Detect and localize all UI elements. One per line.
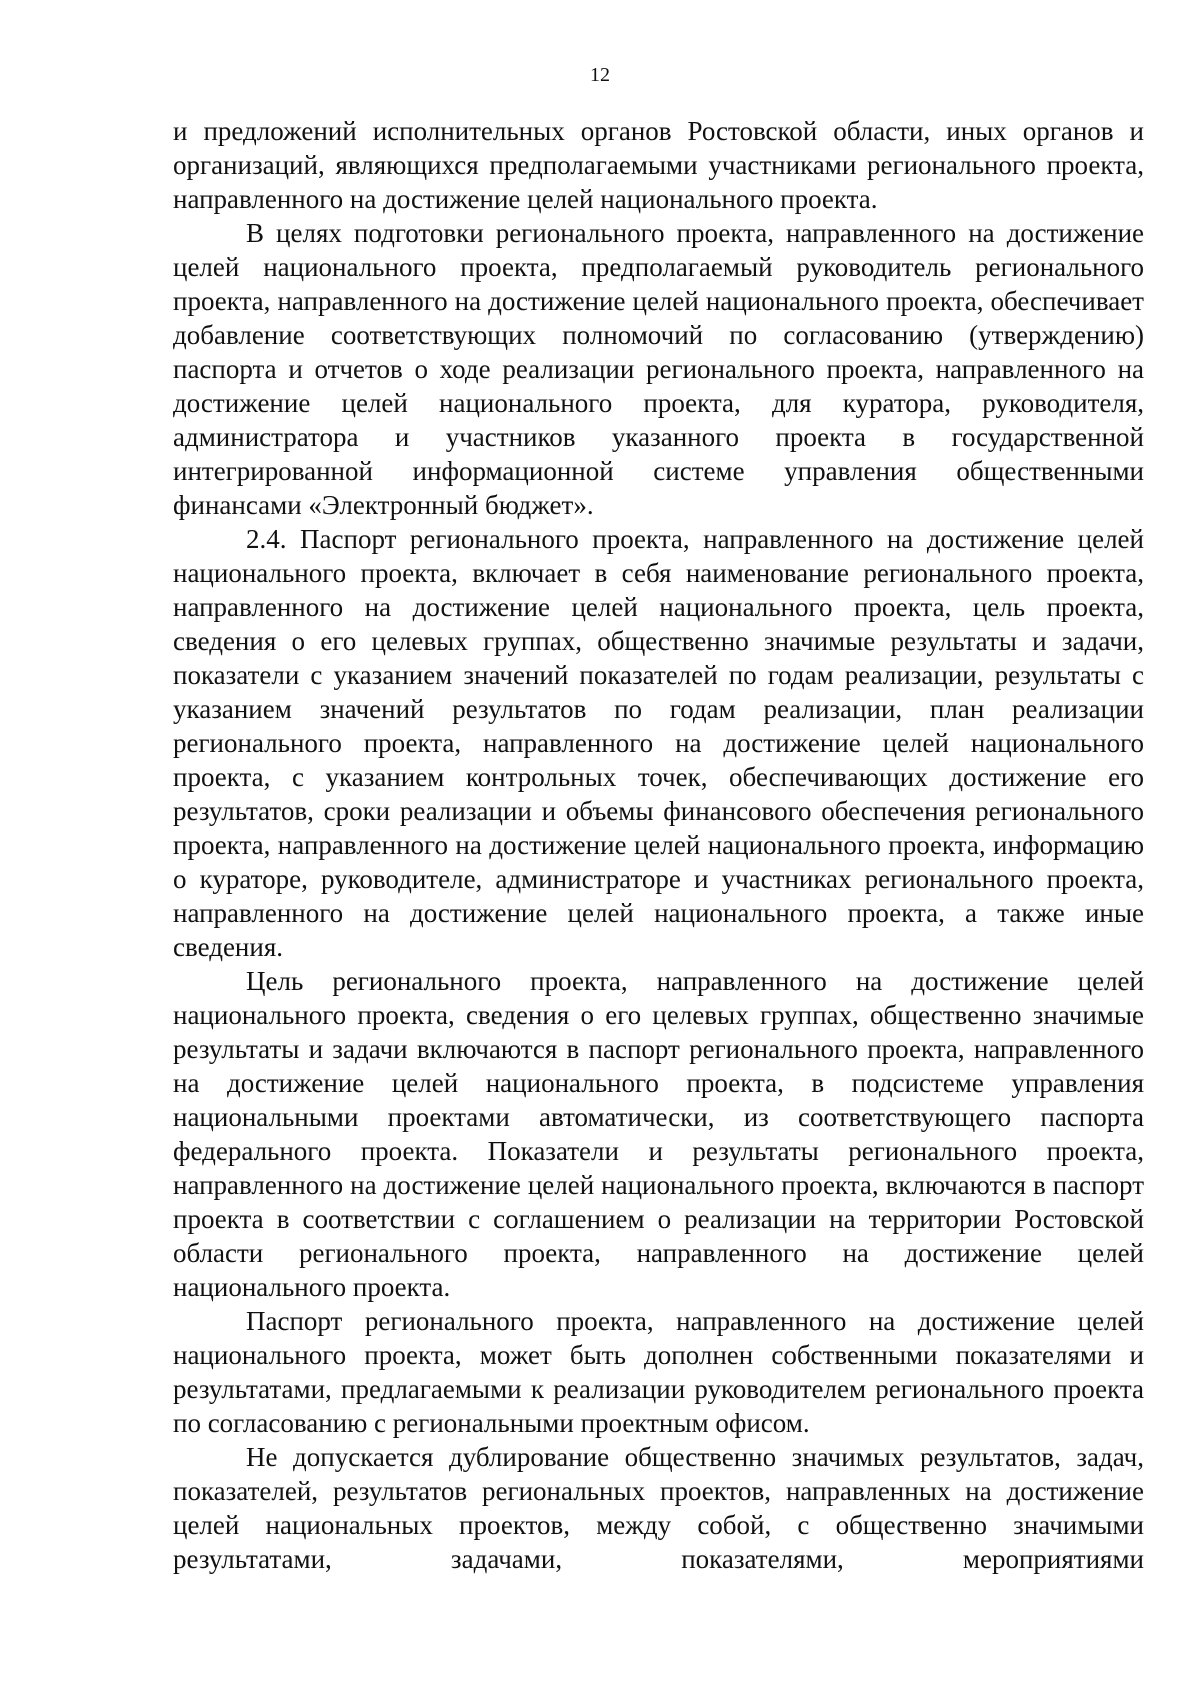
paragraph-duplication-prohibited: Не допускается дублирование общественно значимых результатов, задач, показателей, результатов региональных проектов, направленных на достижение целей национальных проектов, между собой, с общественно значимыми результатами, задачами, показателями, мероприятиями xyxy=(173,1442,1144,1574)
paragraph-goal-inclusion: Цель регионального проекта, направленного на достижение целей национального проекта, сведения о его целевых группах, общественно значимые результаты и задачи включаются в паспорт регионального проекта, направленного на достижение целей национального проекта, в подсистеме управления национальными проектами автоматически, из соответствующего паспорта федерального проекта. Показатели и результаты регионального проекта, направленного на достижение целей национального проекта, включаются в паспорт проекта в соответствии с соглашением о реализации на территории Ростовской области регионального проекта, направленного на достижение целей национального проекта. xyxy=(173,966,1144,1302)
paragraph-continuation: и предложений исполнительных органов Ростовской области, иных органов и организаций, являющихся предполагаемыми участниками регионального проекта, направленного на достижение целей национального проекта. xyxy=(173,116,1144,214)
paragraph-passport-supplement: Паспорт регионального проекта, направленного на достижение целей национального проекта, может быть дополнен собственными показателями и результатами, предлагаемыми к реализации руководителем регионального проекта по согласованию с региональными проектным офисом. xyxy=(173,1306,1144,1438)
paragraph-2-4-passport-contents: 2.4. Паспорт регионального проекта, направленного на достижение целей национального проекта, включает в себя наименование регионального проекта, направленного на достижение целей национального проекта, цель проекта, сведения о его целевых группах, общественно значимые результаты и задачи, показатели с указанием значений показателей по годам реализации, результаты с указанием значений результатов по годам реализации, план реализации регионального проекта, направленного на достижение целей национального проекта, с указанием контрольных точек, обеспечивающих достижение его результатов, сроки реализации и объемы финансового обеспечения регионального проекта, направленного на достижение целей национального проекта, информацию о кураторе, руководителе, администраторе и участниках регионального проекта, направленного на достижение целей национального проекта, а также иные сведения. xyxy=(173,524,1144,962)
page-number: 12 xyxy=(590,64,610,86)
document-body xyxy=(173,114,1144,1574)
paragraph-project-preparation: В целях подготовки регионального проекта, направленного на достижение целей национального проекта, предполагаемый руководитель регионального проекта, направленного на достижение целей национального проекта, обеспечивает добавление соответствующих полномочий по согласованию (утверждению) паспорта и отчетов о ходе реализации регионального проекта, направленного на достижение целей национального проекта, для куратора, руководителя, администратора и участников указанного проекта в государственной интегрированной информационной системе управления общественными финансами «Электронный бюджет». xyxy=(173,218,1144,520)
